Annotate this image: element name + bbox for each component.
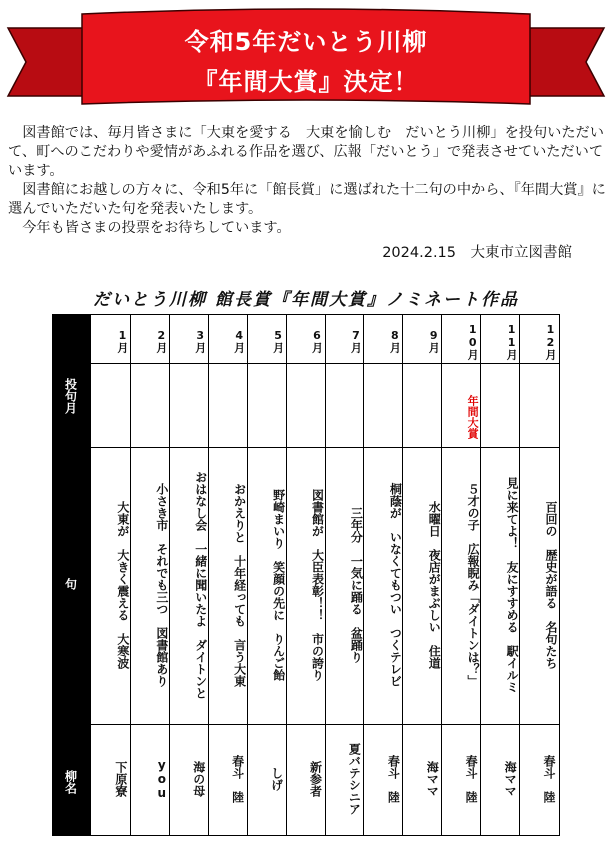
- table-column: [208, 315, 247, 835]
- penname-cell: 海ママ: [503, 761, 518, 797]
- month-cell: 12月: [543, 322, 557, 360]
- intro-paragraph: 図書館にお越しの方々に、令和5年に「館長賞」に選ばれた十二句の中から、『年間大賞』に選んでいただいた句を発表いたします。: [8, 182, 606, 217]
- verse-cell: ５才の子 広報睨み「ダイトンは？」: [466, 483, 481, 687]
- table-column: [286, 315, 325, 835]
- penname-cell: 春斗 陸: [386, 755, 401, 803]
- month-cell: 5月: [271, 329, 285, 353]
- table-column: [325, 315, 364, 835]
- intro-paragraph: 今年も皆さまの投票をお待ちしています。: [22, 220, 291, 236]
- month-cell: 4月: [232, 329, 246, 353]
- verse-cell: 水曜日 夜店がまぶしい 住道: [427, 501, 442, 669]
- verse-cell: 図書館が 大臣表彰！！ 市の誇り: [310, 489, 325, 681]
- penname-cell: 春斗 陸: [230, 755, 245, 803]
- month-cell: 10月: [466, 322, 480, 360]
- month-cell: 8月: [388, 329, 402, 353]
- month-cell: 1月: [115, 329, 129, 353]
- penname-cell: 海の母: [191, 761, 206, 797]
- banner-title-line2: 『年間大賞』決定！: [193, 68, 419, 96]
- table-column: [402, 315, 441, 835]
- verse-cell: 小さき市 それでも三つ 図書館あり: [154, 483, 169, 687]
- penname-cell: 春斗 陸: [541, 755, 556, 803]
- penname-cell: 夏バテシニア: [347, 743, 362, 815]
- penname-cell: you: [154, 758, 169, 800]
- penname-cell: しげ: [269, 767, 284, 791]
- table-column: [91, 315, 130, 835]
- verse-cell: 見に来てよ！ 友にすすめる 駅イルミ: [505, 477, 520, 693]
- row-label-pen: 柳名: [63, 769, 78, 794]
- award-badge: 年間大賞: [466, 395, 480, 439]
- table-column: [363, 315, 402, 835]
- signature: 2024.2.15 大東市立図書館: [382, 245, 572, 261]
- intro-text: [8, 124, 606, 238]
- verse-cell: 百回の 歴史が語る 名句たち: [543, 501, 558, 669]
- table-column: [519, 315, 558, 835]
- table-grid: [90, 314, 560, 836]
- table-column: [247, 315, 286, 835]
- month-cell: 2月: [154, 329, 168, 353]
- verse-cell: 三年分 一気に踊る 盆踊り: [349, 507, 364, 663]
- verse-cell: おかえりと 十年経っても 言う大東: [232, 483, 247, 687]
- penname-cell: 春斗 陸: [464, 755, 479, 803]
- penname-cell: 新参者: [308, 761, 323, 797]
- table-title: だいとう川柳 館長賞『年間大賞』ノミネート作品: [93, 290, 519, 310]
- verse-cell: 野崎まいり 笑顔の先に りんご飴: [271, 489, 286, 681]
- table-column: [130, 315, 169, 835]
- month-cell: 3月: [193, 329, 207, 353]
- nominee-table: [52, 314, 560, 836]
- month-cell: 9月: [427, 329, 441, 353]
- title-banner: [0, 0, 612, 120]
- verse-cell: 大東が 大きく震える 大寒波: [115, 501, 130, 669]
- intro-paragraph: 図書館では、毎月皆さまに「大東を愛する 大東を愉しむ だいとう川柳」を投句いただいて、町へのこだわりや愛情があふれる作品を選び、広報「だいとう」で発表させていただいています。: [8, 125, 604, 179]
- month-cell: 6月: [310, 329, 324, 353]
- table-column: [169, 315, 208, 835]
- row-label-verse: 句: [63, 578, 78, 590]
- month-cell: 7月: [349, 329, 363, 353]
- verse-cell: 桐蔭が いなくてもつい つくテレビ: [388, 483, 403, 687]
- table-column: [480, 315, 519, 835]
- banner-title-line1: 令和5年だいとう川柳: [184, 28, 428, 56]
- row-label-month: 投句月: [63, 378, 78, 414]
- penname-cell: 下原寮: [113, 761, 128, 797]
- table-column: [441, 315, 480, 835]
- ribbon-shape: [0, 0, 612, 120]
- verse-cell: おはなし会 一緒に聞いたよ ダイトンと: [193, 471, 208, 699]
- penname-cell: 海ママ: [425, 761, 440, 797]
- month-cell: 11月: [505, 322, 519, 360]
